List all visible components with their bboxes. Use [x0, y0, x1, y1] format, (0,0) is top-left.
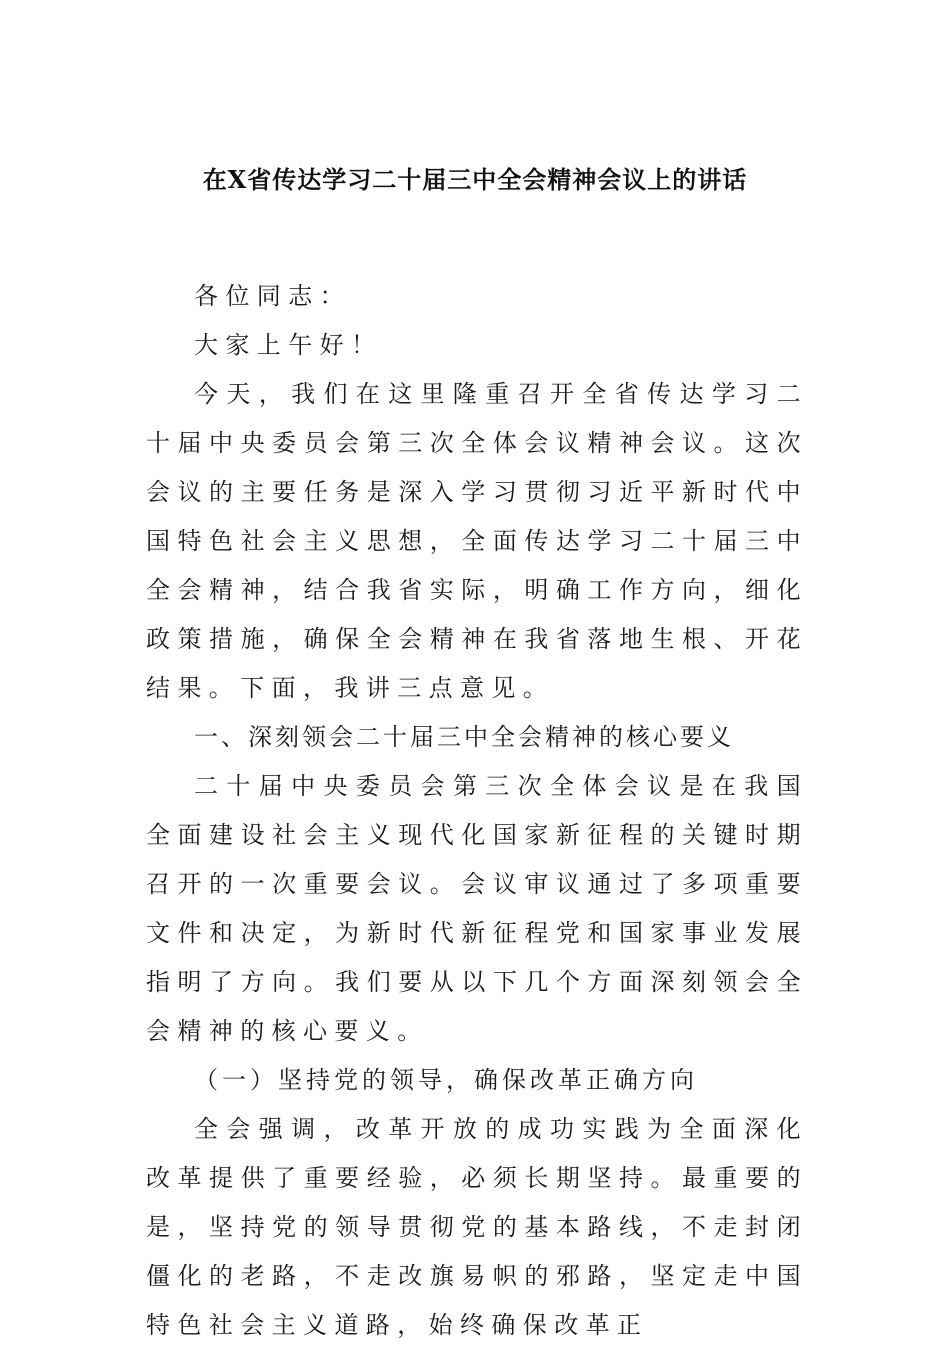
salutation: 各位同志：: [194, 282, 351, 310]
document-title: 在X省传达学习二十届三中全会精神会议上的讲话: [202, 165, 748, 194]
subsection-1-paragraph: 全会强调，改革开放的成功实践为全面深化改革提供了重要经验，必须长期坚持。最重要的是，坚持党的领导贯彻党的基本路线，不走封闭僵化的老路，不走改旗易帜的邪路，坚定走中国特色社会主义道路，始终确保改革正: [146, 1115, 808, 1339]
section-1-paragraph: 二十届中央委员会第三次全体会议是在我国全面建设社会主义现代化国家新征程的关键时期召开的一次重要会议。会议审议通过了多项重要文件和决定，为新时代新征程党和国家事业发展指明了方向。我们要从以下几个方面深刻领会全会精神的核心要义。: [146, 772, 808, 1045]
document-body: [146, 272, 808, 1350]
subsection-heading-1: （一）坚持党的领导，确保改革正确方向: [194, 1066, 698, 1094]
section-heading-1: 一、深刻领会二十届三中全会精神的核心要义: [194, 723, 734, 751]
intro-paragraph: 今天，我们在这里隆重召开全省传达学习二十届中央委员会第三次全体会议精神会议。这次会议的主要任务是深入学习贯彻习近平新时代中国特色社会主义思想，全面传达学习二十届三中全会精神，结合我省实际，明确工作方向，细化政策措施，确保全会精神在我省落地生根、开花结果。下面，我讲三点意见。: [146, 380, 808, 702]
greeting: 大家上午好！: [194, 331, 383, 359]
